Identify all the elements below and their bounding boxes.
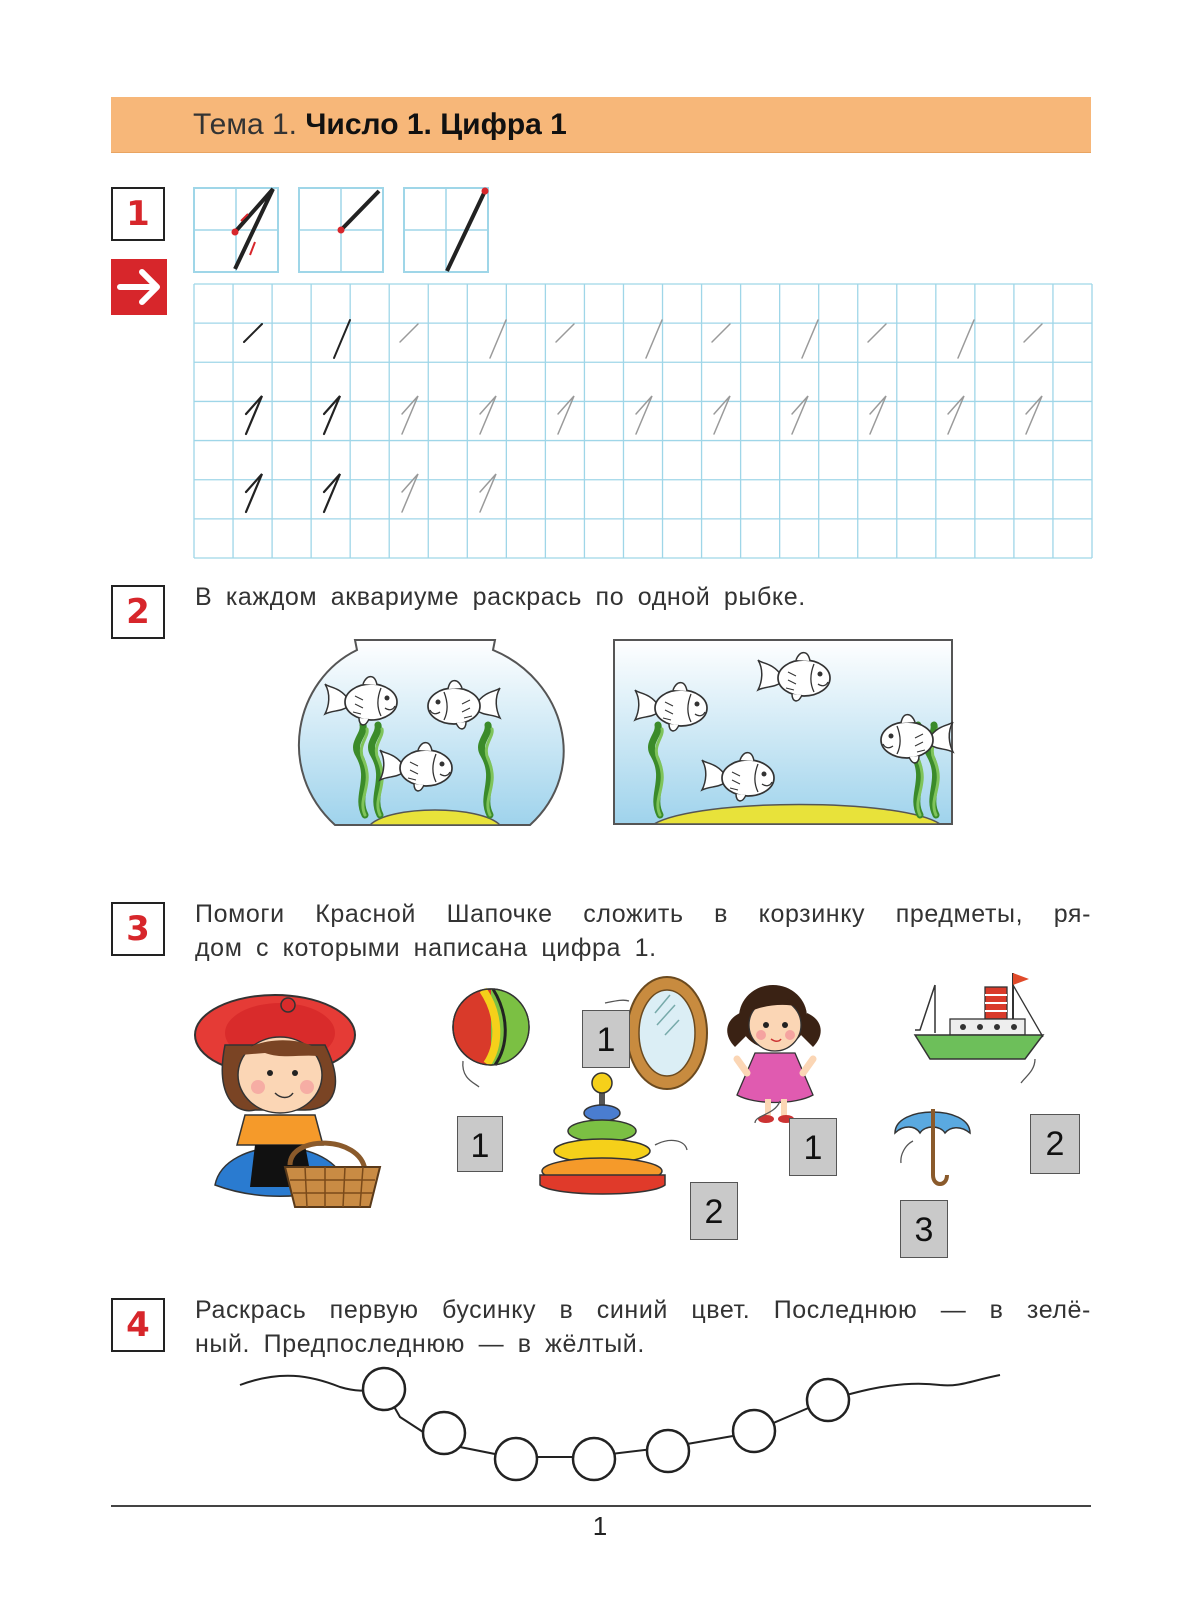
sample-box-1 — [194, 188, 278, 272]
digit-samples — [193, 187, 493, 273]
practice-grid[interactable] — [194, 284, 1092, 558]
trace-stroke — [712, 324, 730, 342]
task-3-number: 3 — [111, 902, 165, 956]
bead-3[interactable] — [495, 1438, 537, 1480]
bead-2[interactable] — [423, 1412, 465, 1454]
trace-stroke — [244, 324, 262, 342]
umbrella-illustration — [895, 1109, 970, 1184]
doll-number-tag[interactable]: 1 — [789, 1118, 837, 1176]
ball-illustration — [453, 989, 529, 1087]
bead-5[interactable] — [647, 1430, 689, 1472]
topic-title: Число 1. Цифра 1 — [305, 108, 567, 141]
topic-header — [193, 108, 567, 142]
topic-prefix: Тема 1. — [193, 108, 297, 141]
task-3-text-line2: дом с которыми написана цифра 1. — [195, 934, 657, 962]
umbrella-number-tag[interactable]: 3 — [900, 1200, 948, 1258]
page-number: 1 — [592, 1511, 608, 1541]
task-4-number: 4 — [111, 1298, 165, 1352]
arrow-right-icon — [111, 259, 167, 315]
aquariums-illustration[interactable] — [280, 640, 1000, 860]
trace-stroke — [868, 324, 886, 342]
task-2-text: В каждом аквариуме раскрась по одной рыбке. — [195, 583, 806, 611]
pyramid-number-tag[interactable]: 2 — [690, 1182, 738, 1240]
red-riding-hood-illustration — [195, 995, 380, 1207]
trace-stroke — [958, 320, 974, 358]
trace-stroke — [802, 320, 818, 358]
footer-divider — [111, 1505, 1091, 1507]
ship-illustration — [915, 973, 1043, 1083]
trace-stroke — [490, 320, 506, 358]
pyramid-toy-illustration — [540, 1073, 687, 1194]
task-1-number: 1 — [111, 187, 165, 241]
task-3-text-line1: Помоги Красной Шапочке сложить в корзинку предметы, ря- — [195, 900, 1091, 928]
ship-number-tag[interactable]: 2 — [1030, 1114, 1080, 1174]
task-4-text-line2: ный. Предпоследнюю — в жёлтый. — [195, 1330, 645, 1358]
trace-stroke — [556, 324, 574, 342]
sample-box-3 — [404, 188, 489, 273]
trace-stroke — [334, 320, 350, 358]
trace-stroke — [1024, 324, 1042, 342]
rect-aquarium[interactable] — [614, 640, 953, 824]
bead-1[interactable] — [363, 1368, 405, 1410]
bead-4[interactable] — [573, 1438, 615, 1480]
bead-7[interactable] — [807, 1379, 849, 1421]
trace-stroke — [400, 324, 418, 342]
doll-illustration — [727, 985, 821, 1123]
trace-stroke — [646, 320, 662, 358]
task-3-illustration — [195, 975, 1095, 1260]
bead-6[interactable] — [733, 1410, 775, 1452]
task-4-text-line1: Раскрась первую бусинку в синий цвет. Последнюю — в зелё- — [195, 1296, 1091, 1324]
round-aquarium[interactable] — [299, 640, 564, 825]
bead-string — [240, 1365, 1000, 1485]
task-2-number: 2 — [111, 585, 165, 639]
mirror-number-tag[interactable]: 1 — [582, 1010, 630, 1068]
sample-box-2 — [299, 188, 383, 272]
ball-number-tag[interactable]: 1 — [457, 1116, 503, 1172]
